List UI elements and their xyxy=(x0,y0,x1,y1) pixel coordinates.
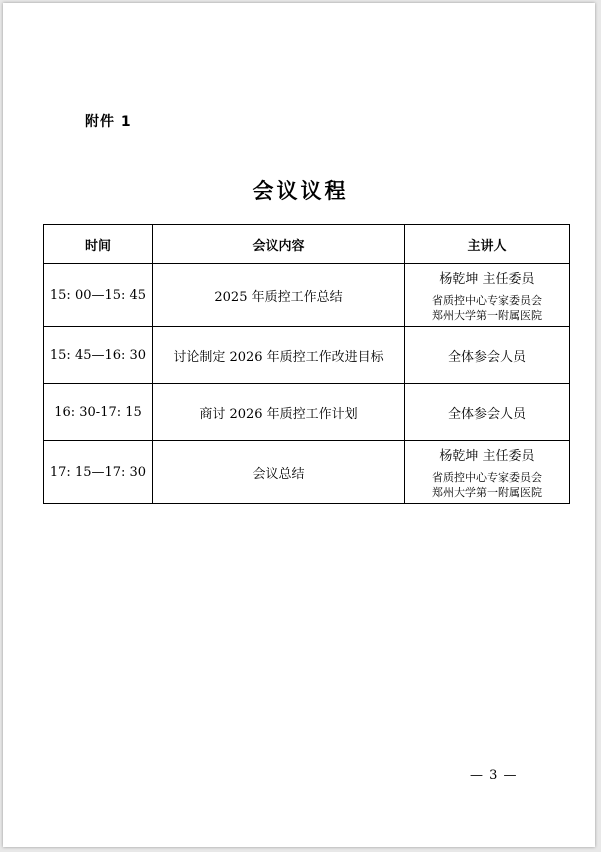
speaker-name: 杨乾坤 主任委员 xyxy=(439,448,535,464)
table-row xyxy=(44,327,570,384)
table-row xyxy=(44,441,570,504)
speaker-cell: 全体参会人员 xyxy=(405,327,570,384)
header-speaker: 主讲人 xyxy=(405,225,570,264)
time-cell: 16: 30-17: 15 xyxy=(44,384,153,441)
speaker-org: 郑州大学第一附属医院 xyxy=(432,485,542,499)
speaker-org: 省质控中心专家委员会 xyxy=(432,293,542,307)
table-row xyxy=(44,264,570,327)
agenda-table xyxy=(43,224,570,504)
content-cell: 会议总结 xyxy=(153,441,405,504)
header-content: 会议内容 xyxy=(153,225,405,264)
table-row xyxy=(44,384,570,441)
attachment-label: 附件 1 xyxy=(85,114,132,130)
table-header-row xyxy=(44,225,570,264)
speaker-org: 郑州大学第一附属医院 xyxy=(432,308,542,322)
speaker-name: 杨乾坤 主任委员 xyxy=(439,271,535,287)
speaker-cell xyxy=(405,441,570,504)
time-cell: 15: 00—15: 45 xyxy=(44,264,153,327)
content-cell: 讨论制定 2026 年质控工作改进目标 xyxy=(153,327,405,384)
speaker-cell: 全体参会人员 xyxy=(405,384,570,441)
header-time: 时间 xyxy=(44,225,153,264)
page-number: — 3 — xyxy=(470,768,518,783)
speaker-org: 省质控中心专家委员会 xyxy=(432,470,542,484)
page-title: 会议议程 xyxy=(252,179,349,203)
content-cell: 2025 年质控工作总结 xyxy=(153,264,405,327)
speaker-cell xyxy=(405,264,570,327)
time-cell: 15: 45—16: 30 xyxy=(44,327,153,384)
time-cell: 17: 15—17: 30 xyxy=(44,441,153,504)
content-cell: 商讨 2026 年质控工作计划 xyxy=(153,384,405,441)
